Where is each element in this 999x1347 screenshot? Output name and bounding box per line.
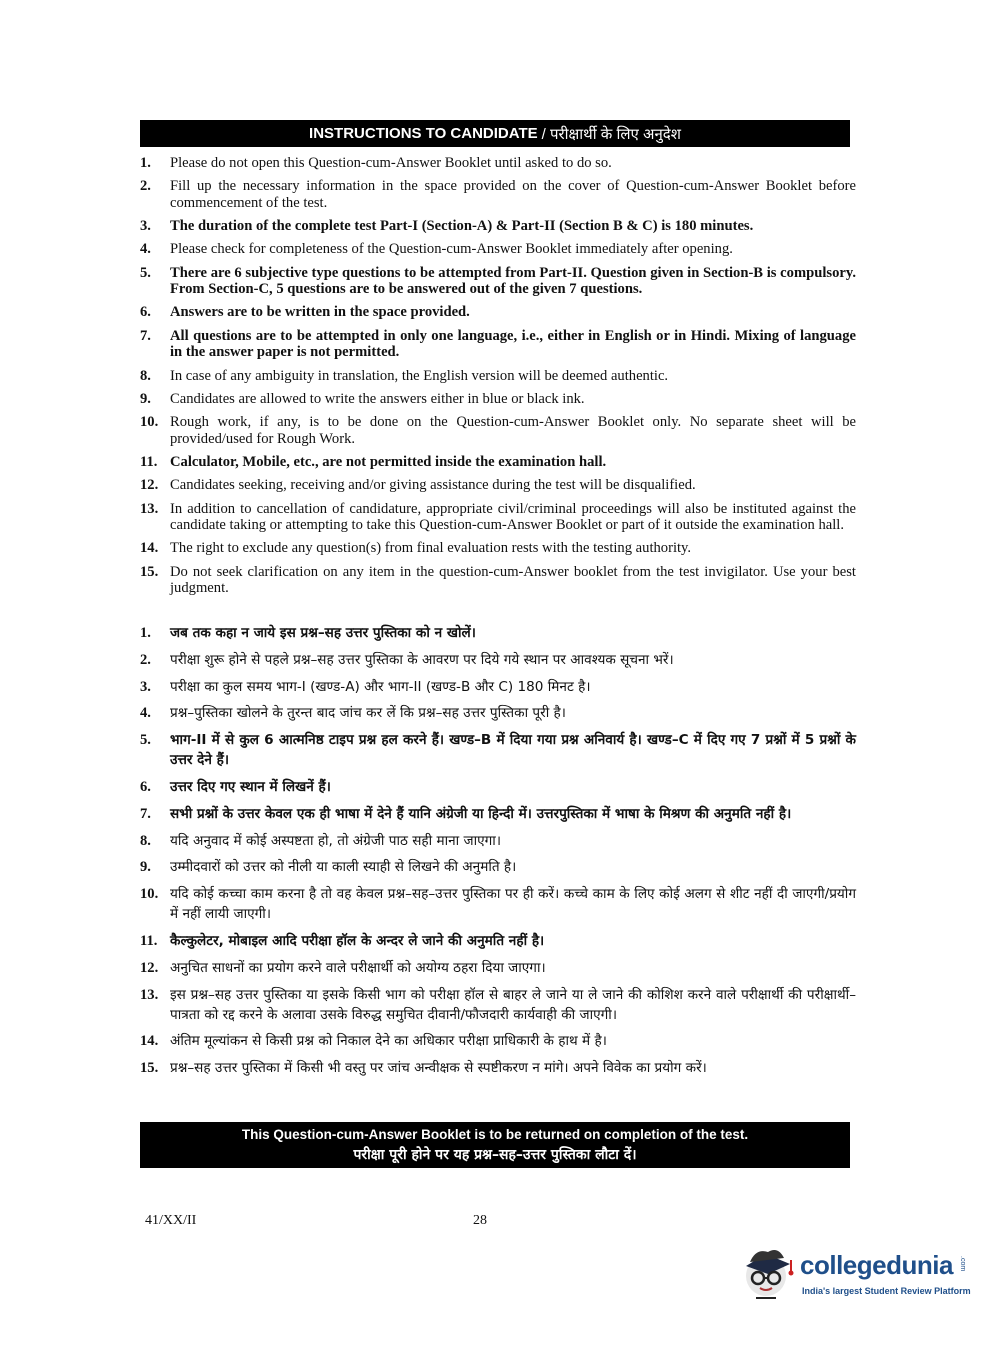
instruction-item (140, 218, 856, 235)
instruction-number: 4. (140, 705, 151, 722)
instruction-item (140, 677, 856, 697)
instruction-item (140, 1058, 856, 1078)
instruction-text: जब तक कहा न जाये इस प्रश्न–सह उत्तर पुस्तिका को न खोलें। (170, 625, 476, 641)
instruction-item (140, 304, 856, 321)
instruction-number: 8. (140, 367, 151, 384)
instruction-text: भाग-II में से कुल 6 आत्मनिष्ठ टाइप प्रश्न हल करने हैं। खण्ड–B में दिया गया प्रश्न अनिवार्य है। खण्ड–C में दिए गए 7 प्रश्नों में 5 प्रश्नों के उत्तर देने हैं। (170, 732, 856, 769)
instruction-item (140, 831, 856, 851)
return-booklet-banner (140, 1122, 850, 1168)
instruction-item (140, 884, 856, 924)
logo-brand-text: collegedunia (800, 1250, 953, 1280)
instruction-item (140, 155, 856, 172)
instruction-text: In addition to cancellation of candidature, appropriate civil/criminal proceedings will also be instituted against the candidate taking or attempting to take this Question-cum-Answer Booklet or part of it outside the examination hall. (170, 500, 856, 534)
instruction-text: Please do not open this Question-cum-Answer Booklet until asked to do so. (170, 155, 612, 171)
instruction-text: सभी प्रश्नों के उत्तर केवल एक ही भाषा में देने हैं यानि अंग्रेजी या हिन्दी में। उत्तरपुस्तिका में भाषा के मिश्रण की अनुमति नहीं है। (170, 805, 792, 822)
instruction-number: 3. (140, 678, 151, 695)
student-mascot-icon (738, 1240, 800, 1310)
instructions-header (140, 120, 850, 147)
instruction-number: 1. (140, 155, 151, 171)
logo-suffix: .com (959, 1256, 966, 1272)
page-number: 28 (473, 1213, 487, 1228)
instruction-number: 11. (140, 932, 158, 949)
header-title-hi: / परीक्षार्थी के लिए अनुदेश (541, 125, 681, 143)
instruction-item (140, 1031, 856, 1051)
instruction-item (140, 564, 856, 597)
instruction-number: 10. (140, 414, 159, 431)
instruction-number: 13. (140, 986, 159, 1003)
collegedunia-logo (738, 1240, 971, 1310)
instruction-text: यदि अनुवाद में कोई अस्पष्टता हो, तो अंग्रेजी पाठ सही माना जाएगा। (170, 832, 501, 849)
instruction-number: 5. (140, 732, 151, 749)
instruction-item (140, 777, 856, 797)
instruction-text: Do not seek clarification on any item in the question-cum-Answer booklet from the test invigilator. Use your best judgment. (170, 563, 856, 597)
instruction-text: All questions are to be attempted in only one language, i.e., either in English or in Hindi. Mixing of language in the answer paper is not permitted. (170, 327, 856, 361)
instruction-number: 2. (140, 651, 151, 668)
page-code: 41/XX/II (145, 1213, 197, 1228)
instruction-text: उम्मीदवारों को उत्तर को नीली या काली स्याही से लिखने की अनुमति है। (170, 859, 517, 876)
instruction-number: 13. (140, 500, 159, 517)
instruction-text: Candidates are allowed to write the answers either in blue or black ink. (170, 390, 585, 407)
instruction-number: 4. (140, 241, 151, 258)
instruction-number: 5. (140, 264, 151, 281)
instruction-item (140, 178, 856, 211)
instruction-number: 9. (140, 390, 151, 407)
instruction-number: 6. (140, 304, 151, 321)
instruction-number: 7. (140, 805, 151, 822)
instruction-number: 12. (140, 959, 159, 976)
instruction-text: अंतिम मूल्यांकन से किसी प्रश्न को निकाल देने का अधिकार परीक्षा प्राधिकारी के हाथ में है। (170, 1033, 607, 1050)
instruction-item (140, 265, 856, 298)
instruction-text: Answers are to be written in the space provided. (170, 304, 470, 321)
instruction-text: प्रश्न–सह उत्तर पुस्तिका में किसी भी वस्तु पर जांच अन्वीक्षक से स्पष्टीकरण न मांगे। अपने विवेक का प्रयोग करें। (170, 1060, 707, 1077)
instruction-number: 9. (140, 859, 151, 876)
instruction-text: Candidates seeking, receiving and/or giving assistance during the test will be disqualified. (170, 477, 696, 494)
instruction-text: कैल्कुलेटर, मोबाइल आदि परीक्षा हॉल के अन्दर ले जाने की अनुमति नहीं है। (170, 932, 545, 949)
footer-line-en: This Question-cum-Answer Booklet is to be returned on completion of the test. (241, 1127, 749, 1142)
instruction-item (140, 241, 856, 258)
instruction-item (140, 328, 856, 361)
logo-tagline: India's largest Student Review Platform (802, 1286, 971, 1296)
english-instructions-list (140, 155, 856, 603)
instruction-item (140, 703, 856, 723)
instruction-number: 15. (140, 1060, 159, 1077)
instruction-number: 6. (140, 778, 151, 795)
instruction-text: There are 6 subjective type questions to be attempted from Part-II. Question given in Section-B is compulsory. From Section-C, 5 questions are to be answered out of the given 7 questions. (170, 264, 856, 298)
instruction-number: 2. (140, 178, 151, 195)
instruction-number: 8. (140, 832, 151, 849)
instruction-item (140, 857, 856, 877)
instruction-item (140, 804, 856, 824)
instruction-item (140, 368, 856, 385)
instruction-text: The right to exclude any question(s) from final evaluation rests with the testing authority. (170, 540, 692, 557)
instruction-item (140, 931, 856, 951)
footer-line-hi: परीक्षा पूरी होने पर यह प्रश्न–सह–उत्तर पुस्तिका लौटा दें। (353, 1147, 637, 1163)
instruction-number: 15. (140, 563, 159, 580)
instruction-text: Fill up the necessary information in the space provided on the cover of Question-cum-Answer Booklet before commencement of the test. (170, 178, 856, 211)
instruction-number: 3. (140, 218, 151, 235)
instruction-item (140, 958, 856, 978)
instruction-text: परीक्षा का कुल समय भाग-I (खण्ड-A) और भाग-II (खण्ड-B और C) 180 मिनट है। (170, 678, 591, 695)
instruction-item (140, 414, 856, 447)
instruction-text: Rough work, if any, is to be done on the Question-cum-Answer Booklet only. No separate sheet will be provided/used for Rough Work. (170, 414, 856, 447)
instruction-number: 14. (140, 1033, 159, 1050)
instruction-number: 12. (140, 477, 159, 494)
instruction-number: 10. (140, 886, 159, 903)
instruction-text: अनुचित साधनों का प्रयोग करने वाले परीक्षार्थी को अयोग्य ठहरा दिया जाएगा। (170, 959, 546, 976)
instruction-item (140, 454, 856, 471)
instruction-number: 1. (140, 625, 151, 641)
instruction-item (140, 985, 856, 1025)
instruction-text: इस प्रश्न–सह उत्तर पुस्तिका या इसके किसी भाग को परीक्षा हॉल से बाहर ले जाने या ले जाने की कोशिश करने वाले परीक्षार्थी की परीक्षार्थी–पात्रता को रद्द करने के अलावा उसके विरुद्ध समुचित दीवानी/फौजदारी कार्यवाही की जाएगी। (170, 986, 856, 1023)
instruction-item (140, 650, 856, 670)
instruction-item (140, 623, 856, 643)
instruction-text: यदि कोई कच्चा काम करना है तो वह केवल प्रश्न–सह–उत्तर पुस्तिका पर ही करें। कच्चे काम के लिए कोई अलग से शीट नहीं दी जाएगी/प्रयोग में नहीं लायी जाएगी। (170, 886, 856, 923)
instruction-item (140, 391, 856, 408)
instruction-item (140, 730, 856, 770)
instruction-text: परीक्षा शुरू होने से पहले प्रश्न–सह उत्तर पुस्तिका के आवरण पर दिये गये स्थान पर आवश्यक सूचना भरें। (170, 651, 674, 668)
instruction-text: प्रश्न–पुस्तिका खोलने के तुरन्त बाद जांच कर लें कि प्रश्न–सह उत्तर पुस्तिका पूरी है। (170, 705, 566, 722)
instruction-text: In case of any ambiguity in translation, the English version will be deemed authentic. (170, 367, 669, 384)
instruction-text: Calculator, Mobile, etc., are not permitted inside the examination hall. (170, 453, 607, 470)
header-title-en: INSTRUCTIONS TO CANDIDATE (309, 125, 538, 142)
instruction-number: 7. (140, 327, 151, 344)
instruction-item (140, 540, 856, 557)
instruction-text: The duration of the complete test Part-I (Section-A) & Part-II (Section B & C) is 180 minutes. (170, 218, 754, 235)
instruction-item (140, 477, 856, 494)
instruction-text: Please check for completeness of the Question-cum-Answer Booklet immediately after opening. (170, 241, 733, 258)
instruction-number: 14. (140, 540, 159, 557)
hindi-instructions-list (140, 623, 856, 1085)
instruction-number: 11. (140, 453, 158, 470)
instruction-text: उत्तर दिए गए स्थान में लिखनें हैं। (170, 778, 331, 795)
instruction-item (140, 501, 856, 534)
